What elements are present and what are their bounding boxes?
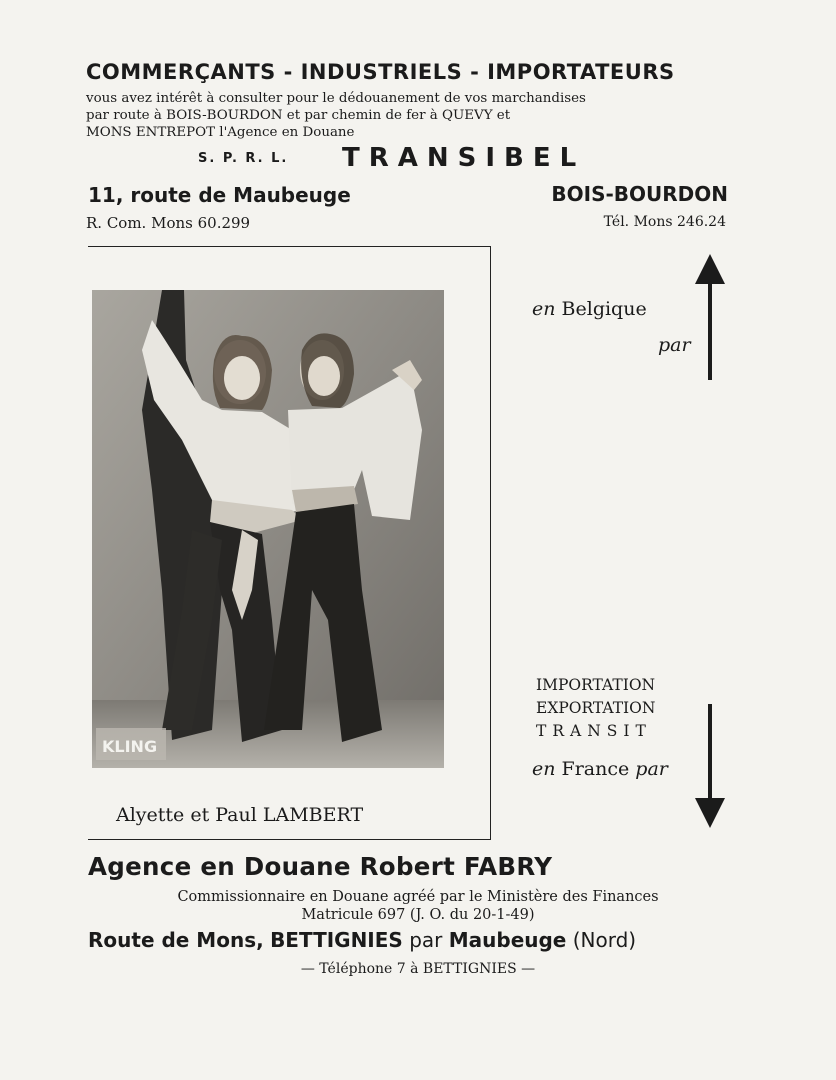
route-part: Route de Mons,: [88, 928, 264, 952]
agency-matricule: Matricule 697 (J. O. du 20-1-49): [301, 907, 535, 923]
france-line: [532, 758, 668, 780]
france-country: France: [561, 758, 630, 780]
company-phone: Tél. Mons 246.24: [603, 214, 726, 230]
service-import: IMPORTATION: [536, 676, 656, 694]
france-prefix: en: [532, 758, 556, 780]
company-city: BOIS-BOURDON: [551, 182, 728, 206]
studio-mark: KLING: [102, 737, 158, 756]
belgium-line: [532, 298, 647, 320]
route-part: Maubeuge: [448, 928, 567, 952]
arrow-down-icon: [694, 704, 726, 828]
agency-name: Agence en Douane Robert FABRY: [88, 852, 553, 881]
route-part: (Nord): [572, 928, 637, 952]
belgium-country: Belgique: [561, 298, 647, 320]
route-part: BETTIGNIES: [270, 928, 403, 952]
intro-line: vous avez intérêt à consulter pour le dédouanement de vos marchandises: [86, 91, 586, 106]
france-par: par: [635, 758, 668, 780]
intro-line: par route à BOIS-BOURDON et par chemin de fer à QUEVY et: [86, 108, 511, 123]
photo-caption: Alyette et Paul LAMBERT: [116, 804, 364, 826]
agency-route: [88, 928, 636, 952]
service-transit: TRANSIT: [536, 722, 652, 740]
intro-line: MONS ENTREPOT l'Agence en Douane: [86, 125, 355, 140]
agency-commission: Commissionnaire en Douane agréé par le Ministère des Finances: [177, 889, 659, 905]
company-name: TRANSIBEL: [342, 143, 586, 173]
intro-text: [86, 90, 731, 141]
service-export: EXPORTATION: [536, 699, 656, 717]
company-address: 11, route de Maubeuge: [88, 183, 351, 207]
agency-telephone: — Téléphone 7 à BETTIGNIES —: [300, 961, 536, 977]
belgium-prefix: en: [532, 298, 556, 320]
headline: COMMERÇANTS - INDUSTRIELS - IMPORTATEURS: [86, 60, 675, 84]
company-registry: R. Com. Mons 60.299: [86, 214, 251, 232]
belgium-par: par: [658, 334, 691, 356]
dancers-illustration: [92, 290, 444, 768]
arrow-up-icon: [694, 254, 726, 380]
company-form: S. P. R. L.: [198, 151, 289, 166]
services-list: [536, 674, 655, 743]
dancers-photo: [92, 290, 444, 768]
route-part: par: [409, 928, 443, 952]
